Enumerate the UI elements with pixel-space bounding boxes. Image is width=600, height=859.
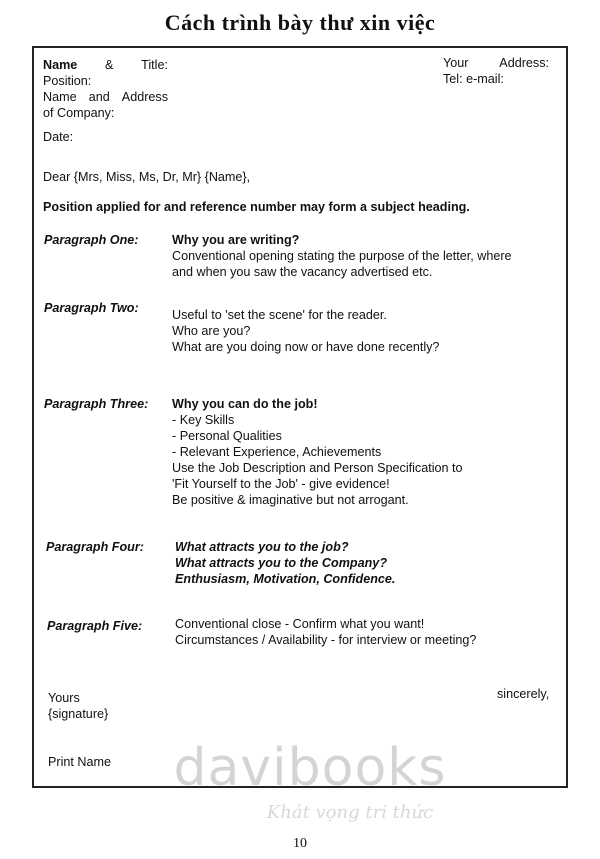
- watermark-tagline: Khát vọng tri thức: [266, 802, 434, 823]
- paragraph-four-label: Paragraph Four:: [46, 540, 144, 554]
- sender-block: [43, 57, 168, 121]
- ampersand: &: [105, 58, 114, 72]
- paragraph-five-body: [175, 616, 545, 648]
- paragraph-five-label: Paragraph Five:: [47, 619, 143, 633]
- paragraph-four-line: Enthusiasm, Motivation, Confidence.: [175, 572, 396, 586]
- page-number: 10: [293, 836, 307, 851]
- recipient-block: [443, 55, 549, 87]
- paragraph-one-line: and when you saw the vacancy advertised etc.: [172, 265, 433, 279]
- watermark-brand: davibooks: [173, 738, 447, 798]
- paragraph-four-line: What attracts you to the job?: [175, 540, 349, 554]
- paragraph-four-body: [175, 539, 545, 587]
- signature-placeholder: {signature}: [48, 707, 109, 721]
- paragraph-five-line: Conventional close - Confirm what you want!: [175, 617, 425, 631]
- paragraph-one-heading: Why you are writing?: [172, 233, 300, 247]
- print-name-label: Print Name: [48, 755, 111, 769]
- company-word-name: Name: [43, 90, 77, 104]
- paragraph-three-line: Be positive & imaginative but not arrogant.: [172, 493, 409, 507]
- closing-block: [48, 690, 108, 722]
- paragraph-five-line: Circumstances / Availability - for interview or meeting?: [175, 633, 477, 647]
- paragraph-three-heading: Why you can do the job!: [172, 397, 318, 411]
- paragraph-two-body: [172, 307, 542, 355]
- subject-heading: Position applied for and reference number may form a subject heading.: [43, 200, 470, 214]
- paragraph-three-line: Use the Job Description and Person Specification to: [172, 461, 463, 475]
- salutation: Dear {Mrs, Miss, Ms, Dr, Mr} {Name},: [43, 170, 251, 184]
- paragraph-three-line: - Relevant Experience, Achievements: [172, 445, 382, 459]
- yours-label: Yours: [48, 691, 80, 705]
- paragraph-three-body: [172, 396, 542, 508]
- name-label: Name: [43, 58, 78, 72]
- position-label: Position:: [43, 74, 92, 88]
- address-label: Address:: [499, 56, 549, 70]
- paragraph-one-label: Paragraph One:: [44, 233, 139, 247]
- company-word-and: and: [88, 90, 110, 104]
- paragraph-four-line: What attracts you to the Company?: [175, 556, 388, 570]
- sincerely-label: sincerely,: [497, 687, 550, 701]
- paragraph-one-line: Conventional opening stating the purpose of the letter, where: [172, 249, 512, 263]
- paragraph-two-line: What are you doing now or have done recently?: [172, 340, 440, 354]
- paragraph-one-body: [172, 232, 542, 280]
- title-label: Title:: [141, 58, 168, 72]
- company-line: of Company:: [43, 106, 115, 120]
- paragraph-three-line: 'Fit Yourself to the Job' - give evidence!: [172, 477, 390, 491]
- paragraph-three-line: - Key Skills: [172, 413, 235, 427]
- paragraph-three-line: - Personal Qualities: [172, 429, 282, 443]
- date-label: Date:: [43, 130, 74, 144]
- paragraph-two-line: Who are you?: [172, 324, 251, 338]
- company-word-address: Address: [121, 90, 168, 104]
- tel-email-label: Tel: e-mail:: [443, 72, 504, 86]
- paragraph-two-label: Paragraph Two:: [44, 301, 139, 315]
- paragraph-three-label: Paragraph Three:: [44, 397, 149, 411]
- page-title: Cách trình bày thư xin việc: [164, 10, 436, 35]
- your-label: Your: [443, 56, 469, 70]
- paragraph-two-line: Useful to 'set the scene' for the reader.: [172, 308, 387, 322]
